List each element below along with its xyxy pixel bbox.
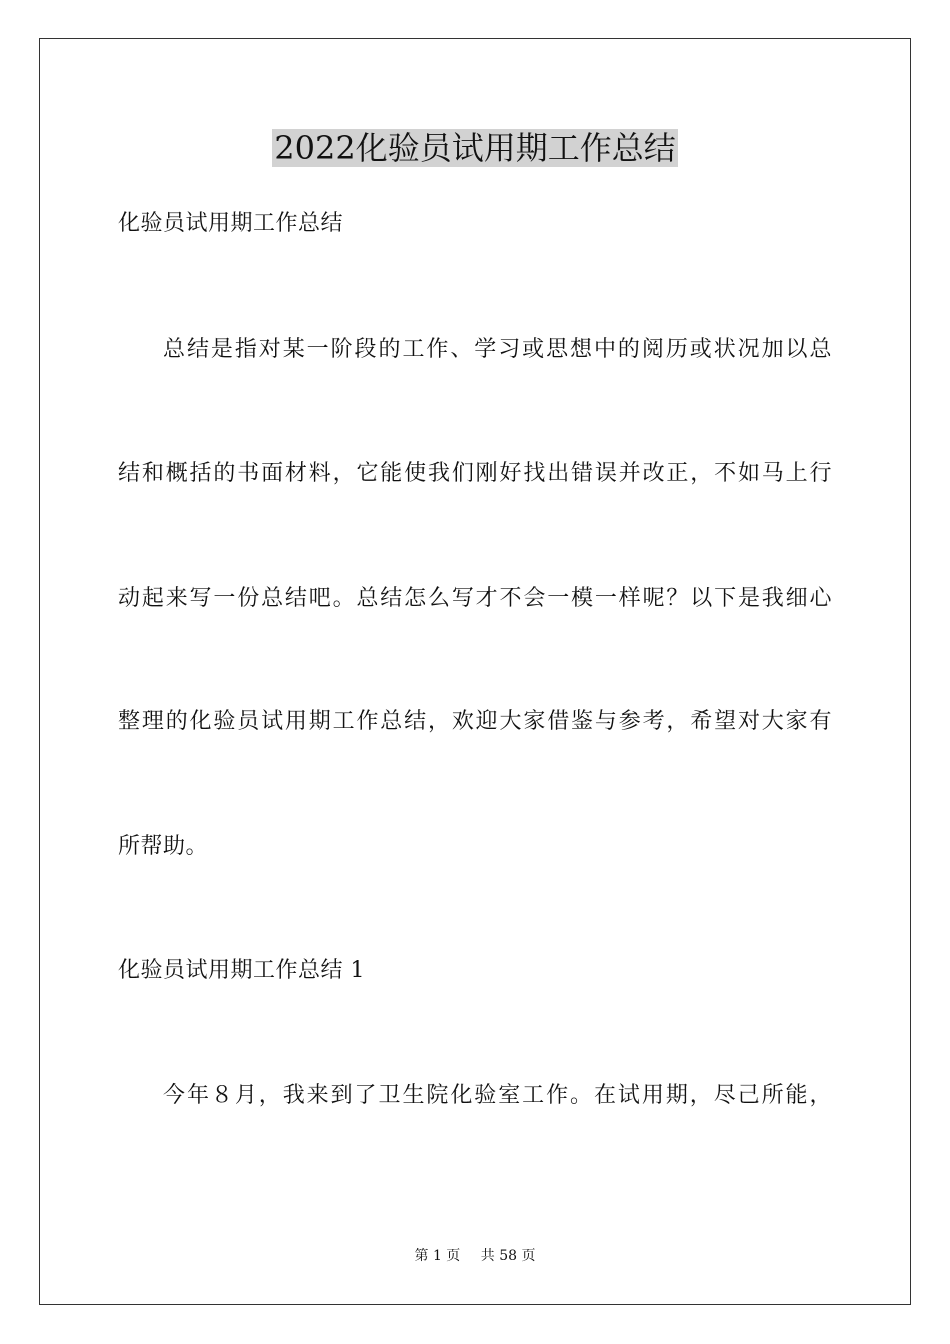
document-title: 2022化验员试用期工作总结 (274, 129, 676, 167)
document-subtitle: 化验员试用期工作总结 (118, 211, 344, 236)
section-line-1: 今年８月，我来到了卫生院化验室工作。在试用期，尽己所能， (163, 1083, 832, 1108)
section-heading: 化验员试用期工作总结 1 (118, 958, 365, 983)
page-footer (0, 1246, 950, 1266)
intro-line-4: 整理的化验员试用期工作总结，欢迎大家借鉴与参考，希望对大家有 (118, 709, 832, 734)
intro-line-2: 结和概括的书面材料，它能使我们刚好找出错误并改正，不如马上行 (118, 461, 832, 486)
intro-line-3: 动起来写一份总结吧。总结怎么写才不会一模一样呢？以下是我细心 (118, 586, 832, 611)
intro-line-5: 所帮助。 (118, 834, 209, 859)
page-total: 共 58 页 (480, 1248, 536, 1264)
page-number: 第 1 页 (414, 1248, 461, 1264)
intro-line-1: 总结是指对某一阶段的工作、学习或思想中的阅历或状况加以总 (163, 337, 832, 362)
